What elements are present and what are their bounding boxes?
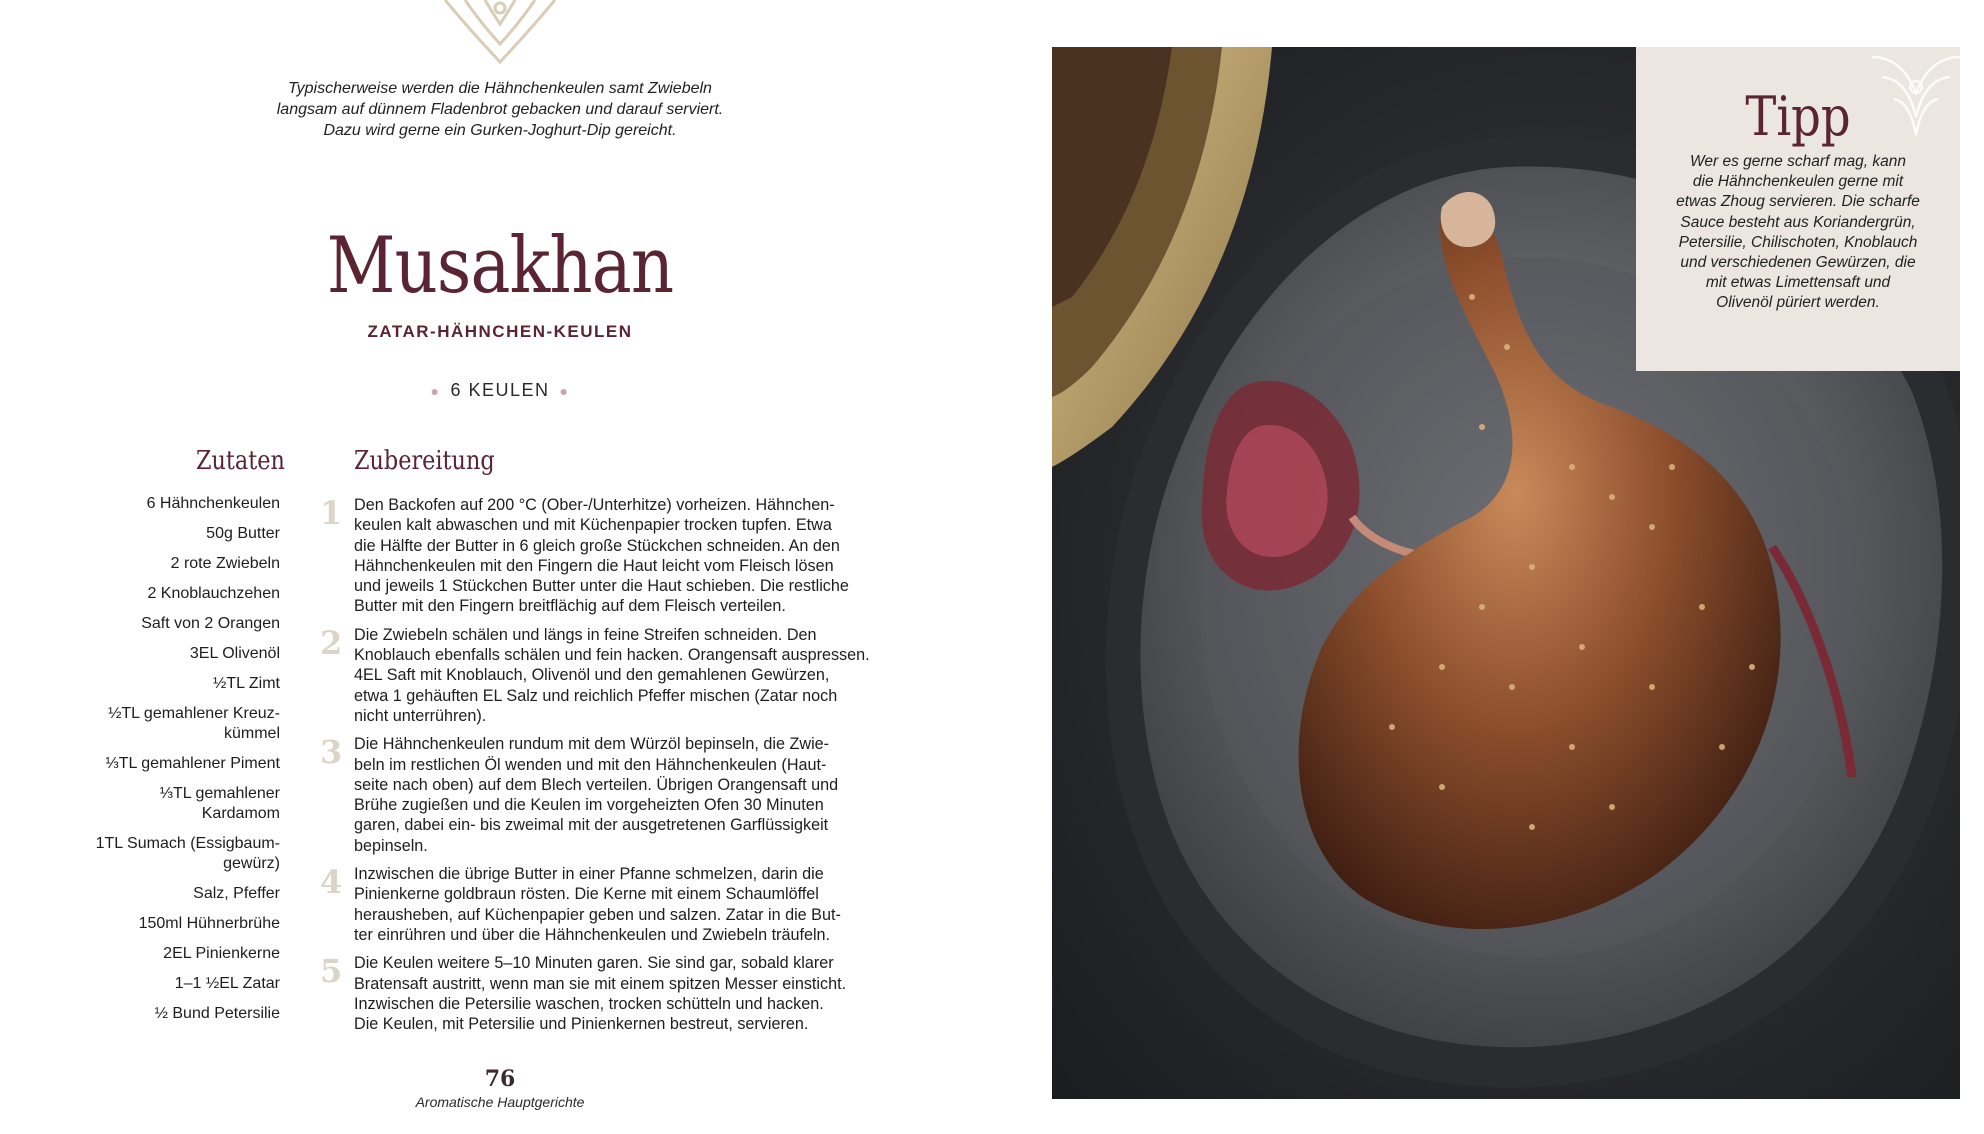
step-line: herausheben, auf Küchenpapier geben und salzen. Zatar in die But- bbox=[354, 905, 841, 924]
tip-line: Wer es gerne scharf mag, kann bbox=[1690, 153, 1906, 170]
step-line: Bratensaft austritt, wenn man sie mit einem spitzen Messer einsticht. bbox=[354, 974, 847, 993]
step-line: Hähnchenkeulen mit den Fingern die Haut leicht vom Fleisch lösen bbox=[354, 556, 834, 575]
step-text bbox=[354, 953, 880, 1034]
step-line: Den Backofen auf 200 °C (Ober-/Unterhitze) vorheizen. Hähnchen- bbox=[354, 496, 835, 514]
servings-label: 6 KEULEN bbox=[450, 380, 550, 400]
step-number: 5 bbox=[320, 952, 343, 991]
step bbox=[320, 953, 880, 1034]
step-line: beln im restlichen Öl wenden und mit den Hähnchenkeulen (Haut- bbox=[354, 755, 827, 774]
ingredients-heading: Zutaten bbox=[196, 446, 285, 476]
tip-title: Tipp bbox=[1745, 85, 1851, 148]
ingredient-item bbox=[40, 644, 280, 664]
intro-line: langsam auf dünnem Fladenbrot gebacken und darauf serviert. bbox=[276, 101, 724, 118]
ingredient-line: 50g Butter bbox=[206, 525, 280, 542]
ingredient-line: 1–1 ½EL Zatar bbox=[174, 975, 280, 992]
ingredient-line: ⅓TL gemahlener Piment bbox=[105, 755, 280, 772]
tip-line: etwas Zhoug servieren. Die scharfe bbox=[1676, 193, 1920, 211]
tip-line: mit etwas Limettensaft und bbox=[1705, 274, 1891, 292]
ingredient-item bbox=[40, 524, 280, 544]
ingredient-item bbox=[40, 884, 280, 904]
ingredient-line: Saft von 2 Orangen bbox=[141, 615, 280, 632]
step bbox=[320, 864, 880, 945]
ingredient-item bbox=[40, 1004, 280, 1024]
recipe-title: Musakhan bbox=[326, 221, 674, 311]
tip-box bbox=[1636, 47, 1960, 371]
ingredient-item bbox=[40, 834, 280, 874]
intro-line: Typischerweise werden die Hähnchenkeulen samt Zwiebeln bbox=[288, 80, 712, 97]
ingredient-list bbox=[40, 494, 280, 1024]
tip-line: und verschiedenen Gewürzen, die bbox=[1680, 254, 1916, 272]
step-line: Brühe zugießen und die Keulen im vorgeheizten Ofen 30 Minuten bbox=[354, 796, 824, 815]
ingredient-line: 2 Knoblauchzehen bbox=[147, 585, 280, 602]
section-name: Aromatische Hauptgerichte bbox=[415, 1094, 585, 1110]
preparation-heading: Zubereitung bbox=[354, 446, 495, 476]
step-line: ter einrühren und über die Hähnchenkeulen und Zwiebeln träufeln. bbox=[354, 925, 831, 944]
tip-line: Petersilie, Chilischoten, Knoblauch bbox=[1678, 233, 1918, 251]
recipe-subtitle: ZATAR-HÄHNCHEN-KEULEN bbox=[367, 322, 633, 341]
ingredient-item bbox=[40, 494, 280, 514]
step-line: Inzwischen die Petersilie waschen, trocken schütteln und hacken. bbox=[354, 994, 824, 1013]
ingredient-item bbox=[40, 704, 280, 744]
ingredient-line: ½ Bund Petersilie bbox=[154, 1005, 280, 1022]
ingredient-line: ⅓TL gemahlener bbox=[159, 785, 280, 802]
step-line: garen, dabei ein- bis zweimal mit der ausgetretenen Garflüssigkeit bbox=[354, 816, 829, 835]
step-line: Pinienkerne goldbraun rösten. Die Kerne mit einem Schaumlöffel bbox=[354, 885, 819, 904]
step-line: Die Zwiebeln schälen und längs in feine Streifen schneiden. Den bbox=[354, 625, 817, 644]
ingredient-line: Salz, Pfeffer bbox=[193, 885, 280, 902]
step-line: die Hälfte der Butter in 6 gleich große Stückchen schneiden. An den bbox=[354, 536, 840, 555]
ingredient-line: ½TL gemahlener Kreuz- bbox=[108, 705, 280, 722]
ingredient-line: 6 Hähnchenkeulen bbox=[146, 495, 280, 512]
ingredient-item bbox=[40, 974, 280, 994]
ingredient-item bbox=[40, 914, 280, 934]
ingredient-item bbox=[40, 554, 280, 574]
servings bbox=[400, 380, 600, 401]
step-text bbox=[354, 734, 880, 856]
step-line: etwa 1 gehäuften EL Salz und reichlich Pfeffer mischen (Zatar noch bbox=[354, 686, 838, 705]
step bbox=[320, 625, 880, 726]
ingredient-line: 150ml Hühnerbrühe bbox=[138, 915, 280, 932]
ingredient-line: 3EL Olivenöl bbox=[189, 645, 280, 662]
intro-line: Dazu wird gerne ein Gurken-Joghurt-Dip gereicht. bbox=[323, 122, 677, 139]
step-number: 4 bbox=[320, 863, 343, 902]
ingredient-item bbox=[40, 614, 280, 634]
step-text bbox=[354, 495, 880, 617]
step-line: Die Keulen weitere 5–10 Minuten garen. Sie sind gar, sobald klarer bbox=[354, 954, 834, 973]
step-number: 3 bbox=[320, 733, 343, 772]
ingredient-item bbox=[40, 784, 280, 824]
ingredient-item bbox=[40, 674, 280, 694]
ingredient-item bbox=[40, 754, 280, 774]
step-line: bepinseln. bbox=[354, 836, 428, 855]
step bbox=[320, 495, 880, 617]
step-line: Butter mit den Fingern breitflächig auf dem Fleisch verteilen. bbox=[354, 597, 786, 616]
bullet-icon: ● bbox=[559, 383, 570, 399]
tip-line: die Hähnchenkeulen gerne mit bbox=[1692, 173, 1904, 191]
ingredient-line: ½TL Zimt bbox=[213, 675, 280, 692]
page-number: 76 bbox=[484, 1066, 516, 1092]
tip-line: Sauce besteht aus Koriandergrün, bbox=[1680, 213, 1916, 231]
ingredient-item bbox=[40, 944, 280, 964]
step bbox=[320, 734, 880, 856]
step-line: Inzwischen die übrige Butter in einer Pfanne schmelzen, darin die bbox=[354, 865, 824, 884]
step-line: seite nach oben) auf dem Blech verteilen. Übrigen Orangensaft und bbox=[354, 775, 839, 794]
ingredient-line: 1TL Sumach (Essigbaum- bbox=[95, 835, 280, 852]
step-line: Knoblauch ebenfalls schälen und fein hacken. Orangensaft auspressen. bbox=[354, 646, 870, 665]
tip-text bbox=[1656, 152, 1940, 314]
step-line: 4EL Saft mit Knoblauch, Olivenöl und den gemahlenen Gewürzen, bbox=[354, 666, 830, 685]
step-text bbox=[354, 625, 880, 726]
step-line: und jeweils 1 Stückchen Butter unter die Haut schieben. Die restliche bbox=[354, 577, 849, 596]
tip-line: Olivenöl püriert werden. bbox=[1716, 294, 1880, 312]
ingredient-item bbox=[40, 584, 280, 604]
step-number: 1 bbox=[320, 494, 343, 532]
intro-text bbox=[240, 78, 760, 141]
ingredient-line: Kardamom bbox=[201, 805, 280, 822]
ingredient-line: 2 rote Zwiebeln bbox=[170, 555, 280, 572]
ingredient-line: kümmel bbox=[223, 725, 280, 742]
step-line: nicht unterrühren). bbox=[354, 706, 487, 725]
step-number: 2 bbox=[320, 623, 343, 662]
ingredient-line: gewürz) bbox=[223, 855, 280, 872]
ornament-icon bbox=[425, 0, 575, 70]
step-line: Die Hähnchenkeulen rundum mit dem Würzöl bepinseln, die Zwie- bbox=[354, 735, 830, 754]
bullet-icon: ● bbox=[430, 383, 441, 399]
step-list bbox=[320, 495, 880, 1034]
step-line: keulen kalt abwaschen und mit Küchenpapier trocken tupfen. Etwa bbox=[354, 516, 832, 535]
step-text bbox=[354, 864, 880, 945]
step-line: Die Keulen, mit Petersilie und Pinienkernen bestreut, servieren. bbox=[354, 1015, 809, 1034]
ingredient-line: 2EL Pinienkerne bbox=[163, 945, 280, 962]
